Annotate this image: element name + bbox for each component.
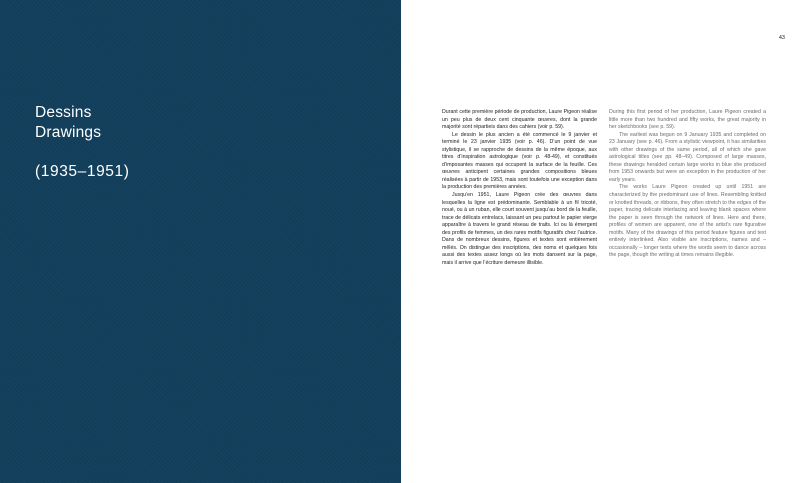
french-paragraph: Jusqu’en 1951, Laure Pigeon crée des œuvres dans lesquelles la ligne est prédominante. Semblable à un fil tricoté, noué, ou à un ruban, elle court souvent jusqu’au bord de la feuille, trace de délicats entrelacs, laissant un peu partout le papier vierge apparaître à travers le grand réseau de traits. Ici ou là émergent des profils de femmes, un des rares motifs figuratifs chez l’autrice. Dans de nombreux dessins, figures et textes sont entièrement mêlés. On distingue des inscriptions, des noms et quelques fois aussi des textes assez longs où les mots dansent sur la page, mais il arrive que l’écriture demeure illisible.: [442, 192, 597, 266]
section-title-french: Dessins: [35, 104, 92, 121]
english-text-column: [609, 109, 766, 260]
page-number: 43: [778, 35, 785, 41]
section-title-english: Drawings: [35, 124, 102, 141]
english-paragraph: During this first period of her production, Laure Pigeon created a little more than two hundred and fifty works, the great majority in her sketchbooks (see p. 59).: [609, 109, 766, 131]
english-paragraph: The works Laure Pigeon created up until 1951 are characterized by the predominant use of lines. Resembling knitted or knotted threads, or ribbons, they often stretch to the edges of the paper, tracing delicate interlacing and leaving blank spaces where the paper is seen through the network of lines. Here and there, profiles of women are apparent, one of the artist’s rare figurative motifs. Many of the drawings of this period feature figures and text entirely interlinked. Also visible are inscriptions, names and – occasionally – longer texts where the words seem to dance across the page, though the writing at times remains illegible.: [609, 184, 766, 259]
french-paragraph: Durant cette première période de production, Laure Pigeon réalise un peu plus de deux cent cinquante œuvres, dont la grande majorité sont répartieis dans des cahiers (voir p. 59).: [442, 109, 597, 131]
french-text-column: [442, 109, 597, 267]
section-date-range: (1935–1951): [35, 163, 130, 180]
english-paragraph: The earliest was begun on 9 January 1935 and completed on 23 January (see p. 46). From a stylistic viewpoint, it has similarities with other drawings of the same period, all of which she gave astrological titles (see pp. 48–49). Composed of large masses, these drawings heralded certain large works in blue she produced from 1953 onwards but were an exception in the production of her early years.: [609, 131, 766, 183]
french-paragraph: Le dessin le plus ancien a été commencé le 9 janvier et terminé le 23 janvier 1935 (voir p. 46). D’un point de vue stylistique, il se rapproche de dessins de la même époque, aux titres d’inspiration astrologique (voir p. 48-49), et constitués d’imposantes masses qui occupent la surface de la feuille. Ces œuvres anticipent certaines grandes compositions bleues réalisées à partir de 1953, mais sont toutefois une exception dans la production des premières années.: [442, 131, 597, 191]
